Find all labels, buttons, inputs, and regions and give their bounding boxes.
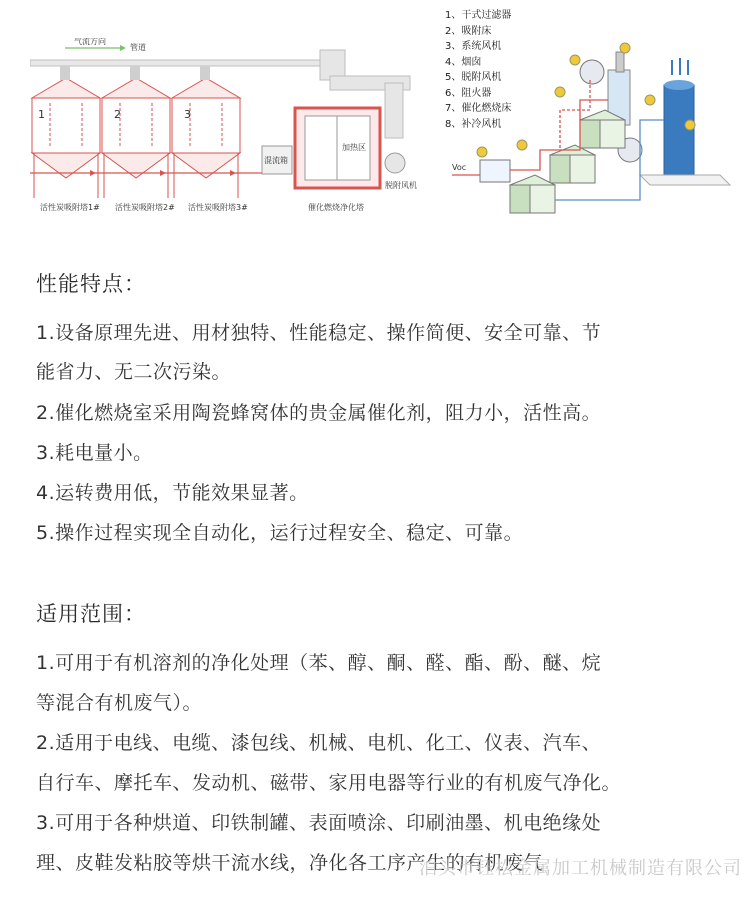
voc-label: Voc bbox=[452, 163, 467, 172]
desorb-fan-label: 脱附风机 bbox=[385, 181, 417, 190]
tower-group bbox=[30, 66, 270, 198]
legend-item: 8、补冷风机 bbox=[445, 118, 502, 130]
airflow-label: 气流方向 bbox=[74, 38, 106, 46]
legend-item: 1、干式过滤器 bbox=[445, 10, 512, 21]
scope-line: 理、皮鞋发粘胶等烘干流水线，净化各工序产生的有机废气 bbox=[36, 852, 544, 874]
legend-item: 7、催化燃烧床 bbox=[445, 103, 512, 114]
company-watermark: 泊头市钰松金属加工机械制造有限公司 bbox=[419, 858, 742, 879]
tower-number-3: 3 bbox=[184, 108, 191, 121]
catalytic-tower-label: 催化燃烧净化塔 bbox=[308, 203, 364, 212]
legend-item: 6、阻火器 bbox=[445, 87, 492, 99]
chimney-icon bbox=[640, 58, 730, 185]
tower-number-1: 1 bbox=[38, 108, 45, 121]
scope-line: 自行车、摩托车、发动机、磁带、家用电器等行业的有机废气净化。 bbox=[36, 772, 622, 794]
features-line: 2.催化燃烧室采用陶瓷蜂窝体的贵金属催化剂，阻力小，活性高。 bbox=[36, 402, 602, 424]
mixer-label: 混流箱 bbox=[264, 156, 288, 165]
features-line: 1.设备原理先进、用材独特、性能稳定、操作简便、安全可靠、节 bbox=[36, 322, 602, 344]
tower3-label: 活性炭吸附塔3# bbox=[188, 203, 248, 212]
tower-number-2: 2 bbox=[114, 108, 121, 121]
tower2-label: 活性炭吸附塔2# bbox=[115, 203, 175, 212]
legend-item: 5、脱附风机 bbox=[445, 72, 502, 83]
scope-line: 2.适用于电线、电缆、漆包线、机械、电机、化工、仪表、汽车、 bbox=[36, 732, 602, 754]
features-line: 能省力、无二次污染。 bbox=[36, 361, 232, 383]
scope-line: 等混合有机废气）。 bbox=[36, 692, 203, 714]
scope-title: 适用范围： bbox=[36, 602, 146, 626]
scope-line: 1.可用于有机溶剂的净化处理（苯、醇、酮、醛、酯、酚、醚、烷 bbox=[36, 652, 602, 674]
adsorption-process-diagram bbox=[30, 38, 420, 218]
adsorption-bed-icon bbox=[510, 110, 625, 213]
legend-item: 2、吸附床 bbox=[445, 25, 492, 37]
heating-zone-label: 加热区 bbox=[342, 143, 366, 152]
features-line: 3.耗电量小。 bbox=[36, 442, 153, 464]
features-line: 4.运转费用低，节能效果显著。 bbox=[36, 482, 309, 504]
equipment-layout-diagram bbox=[440, 0, 740, 235]
legend-item: 3、系统风机 bbox=[445, 41, 502, 52]
tower1-label: 活性炭吸附塔1# bbox=[40, 203, 100, 212]
features-title: 性能特点： bbox=[36, 272, 146, 296]
diagrams-area bbox=[0, 0, 750, 245]
pipe-label: 管道 bbox=[130, 43, 146, 52]
features-line: 5.操作过程实现全自动化，运行过程安全、稳定、可靠。 bbox=[36, 522, 524, 544]
scope-line: 3.可用于各种烘道、印铁制罐、表面喷涂、印刷油墨、机电绝缘处 bbox=[36, 812, 602, 834]
legend-item: 4、烟囱 bbox=[445, 56, 482, 68]
